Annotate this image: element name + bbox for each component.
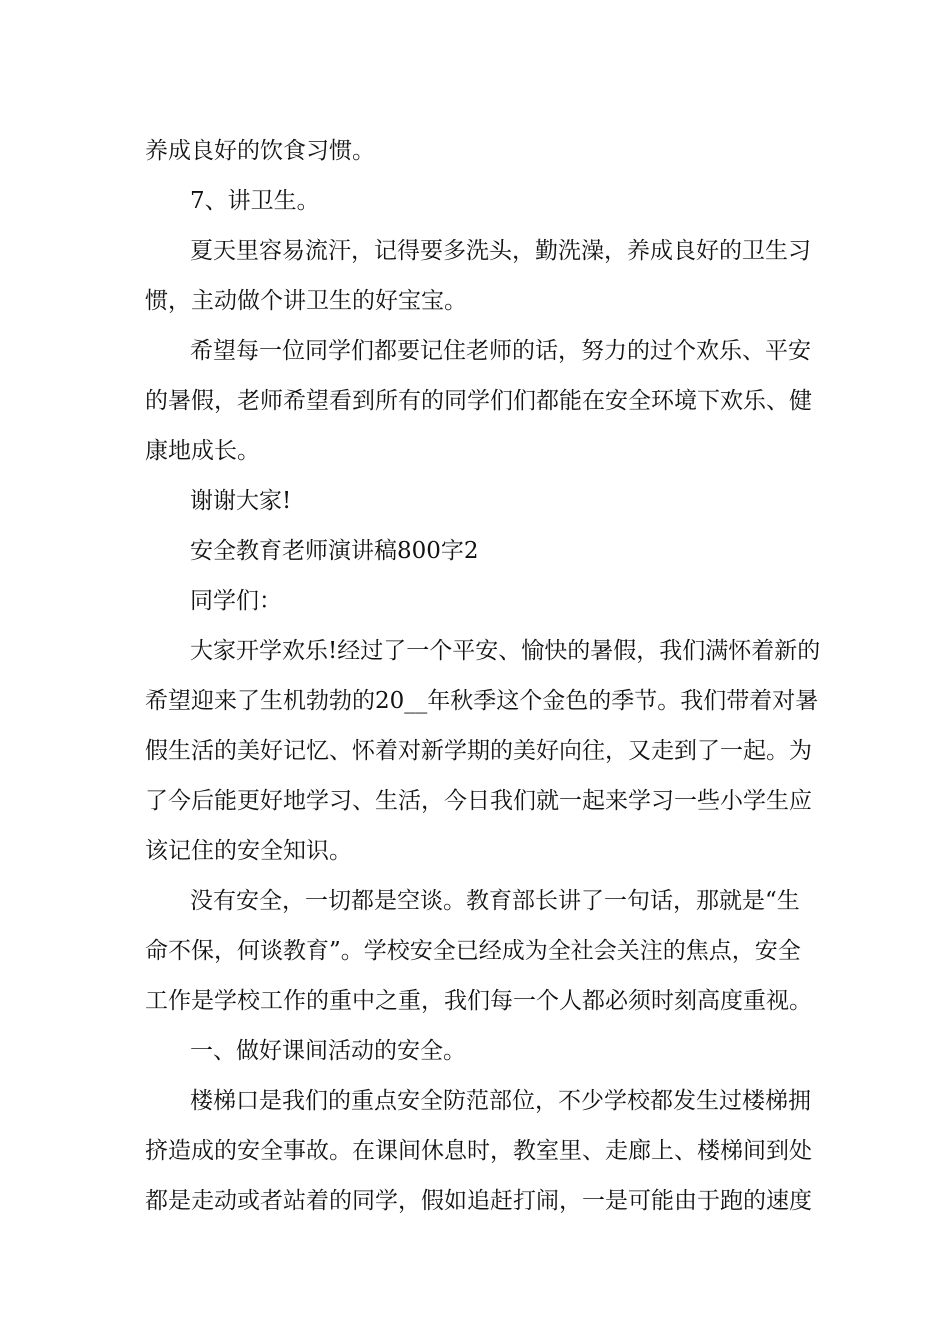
text-line: 大家开学欢乐!经过了一个平安、愉快的暑假，我们满怀着新的 <box>190 638 821 664</box>
text-line: 该记住的安全知识。 <box>145 838 352 864</box>
text-line: 夏天里容易流汗，记得要多洗头，勤洗澡，养成良好的卫生习 <box>190 238 811 264</box>
text-line: 希望每一位同学们都要记住老师的话，努力的过个欢乐、平安 <box>190 338 811 364</box>
text-line: 没有安全，一切都是空谈。教育部长讲了一句话，那就是“生 <box>190 888 800 914</box>
text-line: 养成良好的饮食习惯。 <box>145 138 375 164</box>
text-line: 假生活的美好记忆、怀着对新学期的美好向往，又走到了一起。为 <box>145 738 812 764</box>
text-line: 工作是学校工作的重中之重，我们每一个人都必须时刻高度重视。 <box>145 988 812 1014</box>
text-line: 惯，主动做个讲卫生的好宝宝。 <box>145 288 467 314</box>
document-title: 安全教育老师演讲稿800字2 <box>190 538 479 564</box>
text-line: 命不保，何谈教育”。学校安全已经成为全社会关注的焦点，安全 <box>145 938 801 964</box>
text-line: 都是走动或者站着的同学，假如追赶打闹，一是可能由于跑的速度 <box>145 1188 812 1214</box>
text-line: 希望迎来了生机勃勃的20__年秋季这个金色的季节。我们带着对暑 <box>145 688 819 714</box>
text-line: 了今后能更好地学习、生活，今日我们就一起来学习一些小学生应 <box>145 788 812 814</box>
section-heading: 7、讲卫生。 <box>190 188 320 214</box>
text-line: 康地成长。 <box>145 438 260 464</box>
text-line: 的暑假，老师希望看到所有的同学们们都能在安全环境下欢乐、健 <box>145 388 812 414</box>
text-line: 谢谢大家! <box>190 488 292 514</box>
text-line: 楼梯口是我们的重点安全防范部位，不少学校都发生过楼梯拥 <box>190 1088 811 1114</box>
section-heading: 一、做好课间活动的安全。 <box>190 1038 466 1064</box>
salutation: 同学们： <box>190 588 282 614</box>
text-line: 挤造成的安全事故。在课间休息时，教室里、走廊上、楼梯间到处 <box>145 1138 812 1164</box>
